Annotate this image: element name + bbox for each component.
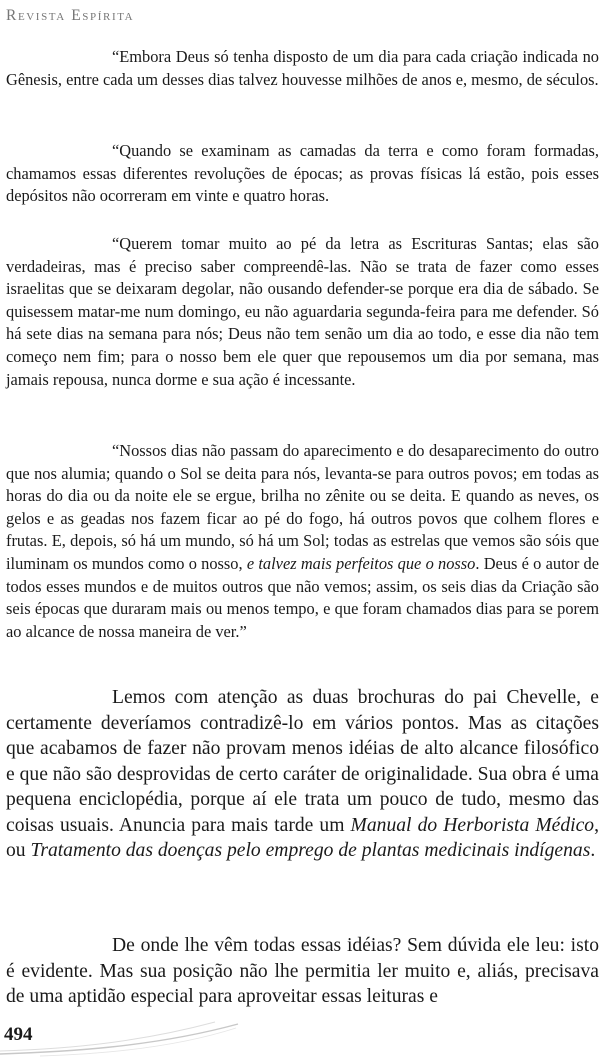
body-1-text-middle: , ou	[6, 814, 599, 861]
page-number: 494	[4, 1024, 33, 1045]
quote-paragraph-2: “Quando se examinam as camadas da terra e como foram formadas, chamamos essas diferentes revoluções de épocas; as provas físicas lá estão, pois esses depósitos não ocorreram em vinte e quatro horas.	[6, 141, 599, 206]
quote-4-text-before: “Nossos dias não passam do aparecimento e do desaparecimento do outro que nos alumia; quando o Sol se deita para nós, levanta-se para outros povos; em todas as horas do dia ou da noite ele se ergue, brilha no zênite ou se deita. E quando as neves, os gelos e as geadas nos fazem ficar ao pé do fogo, há outros povos que colhem flores e frutas. E, depois, só há um mundo, só há um Sol; todas as estrelas que vemos são sóis que iluminam os mundos como o nosso,	[6, 441, 599, 573]
footer-swoosh-decoration	[0, 1018, 240, 1057]
quote-4-italic: e talvez mais perfeitos que o nosso	[246, 553, 476, 573]
page-footer	[0, 1018, 607, 1057]
book-title-2: Tratamento das doenças pelo emprego de plantas medicinais indígenas	[30, 840, 591, 861]
quote-paragraph-1: “Embora Deus só tenha disposto de um dia para cada criação indicada no Gênesis, entre cada um desses dias talvez houvesse milhões de anos e, mesmo, de séculos.	[6, 47, 599, 89]
quote-paragraph-3: “Querem tomar muito ao pé da letra as Escrituras Santas; elas são verdadeiras, mas é preciso saber compreendê-las. Não se trata de fazer como esses israelitas que se deixaram degolar, não ousando defender-se porque era dia de sábado. Se quisessem matar-me num domingo, eu não aguardaria segunda-feira para me defender. Só há sete dias na semana para nós; Deus não tem senão um dia ao todo, e esse dia não tem começo nem fim; para o nosso bem ele quer que repousemos um dia por semana, mas jamais repousa, nunca dorme e sua ação é incessante.	[6, 234, 599, 389]
book-title-1: Manual do Herborista Médico	[350, 814, 595, 836]
body-paragraph-1	[6, 685, 599, 864]
running-header: Revista Espírita	[6, 7, 135, 24]
body-paragraph-2: De onde lhe vêm todas essas idéias? Sem dúvida ele leu: isto é evidente. Mas sua posição não lhe permitia ler muito e, aliás, precisava de uma aptidão especial para aproveitar essas leituras e	[6, 935, 599, 1007]
quote-paragraph-4	[6, 440, 599, 643]
body-1-text-after: .	[590, 840, 596, 861]
body-1-text-before: Lemos com atenção as duas brochuras do pai Chevelle, e certamente deveríamos contradizê-lo em vários pontos. Mas as citações que acabamos de fazer não provam menos idéias de alto alcance filosófico e que não são desprovidas de certo caráter de originalidade. Sua obra é uma pequena enciclopédia, porque aí ele trata um pouco de tudo, mesmo das coisas usuais. Anuncia para mais tarde um	[6, 687, 600, 836]
quote-4-text-after: . Deus é o autor de todos esses mundos e de muitos outros que não vemos; assim, os seis dias da Criação são seis épocas que duraram mais ou menos tempo, e que foram chamados dias para se porem ao alcance de nossa maneira de ver.”	[6, 553, 599, 641]
